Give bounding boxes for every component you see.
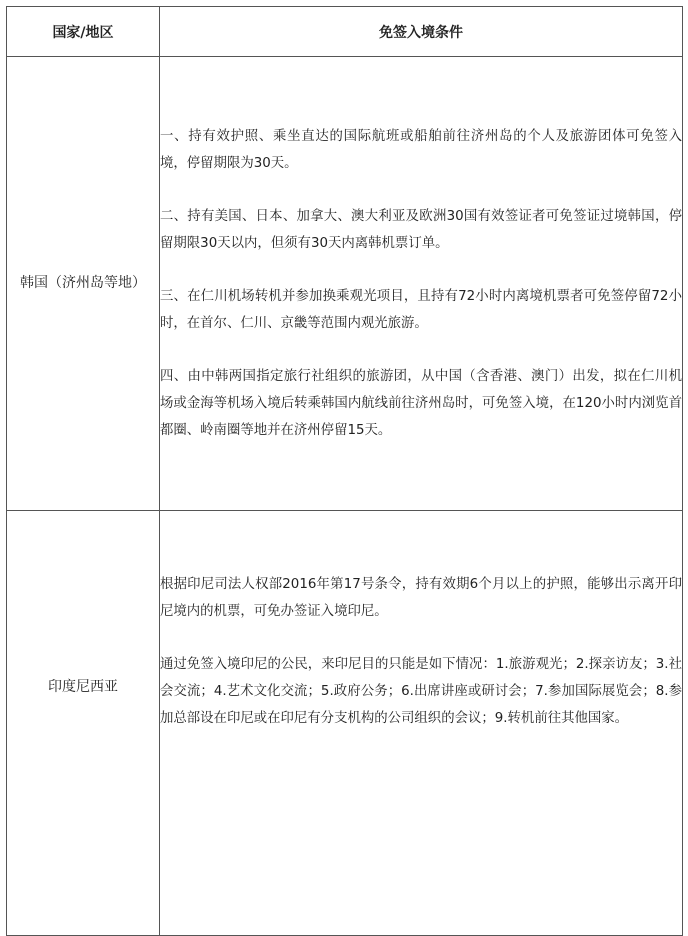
country-cell: 印度尼西亚 [7,511,160,936]
condition-paragraph: 一、持有效护照、乘坐直达的国际航班或船舶前往济州岛的个人及旅游团体可免签入境，停留期限为30天。 [160,129,682,171]
conditions-cell [160,57,683,511]
condition-paragraph: 三、在仁川机场转机并参加换乘观光项目，且持有72小时内离境机票者可免签停留72小时，在首尔、仁川、京畿等范围内观光旅游。 [160,289,682,331]
condition-paragraph: 二、持有美国、日本、加拿大、澳大利亚及欧洲30国有效签证者可免签证过境韩国，停留期限30天以内，但须有30天内离韩机票订单。 [160,209,682,251]
condition-paragraph: 四、由中韩两国指定旅行社组织的旅游团，从中国（含香港、澳门）出发，拟在仁川机场或金海等机场入境后转乘韩国内航线前往济州岛时，可免签入境，在120小时内浏览首都圈、岭南圈等地并在济州停留15天。 [160,369,682,438]
header-conditions: 免签入境条件 [160,7,683,57]
table-header-row [7,7,683,57]
table-row [7,511,683,936]
header-country: 国家/地区 [7,7,160,57]
visa-free-table [6,6,683,936]
condition-paragraph: 根据印尼司法人权部2016年第17号条令，持有效期6个月以上的护照，能够出示离开印尼境内的机票，可免办签证入境印尼。 [160,577,682,619]
table-row [7,57,683,511]
country-cell: 韩国（济州岛等地） [7,57,160,511]
condition-paragraph: 通过免签入境印尼的公民，来印尼目的只能是如下情况：1.旅游观光；2.探亲访友；3.社会交流；4.艺术文化交流；5.政府公务；6.出席讲座或研讨会；7.参加国际展览会；8.参加总部设在印尼或在印尼有分支机构的公司组织的会议；9.转机前往其他国家。 [160,657,682,726]
conditions-cell [160,511,683,936]
